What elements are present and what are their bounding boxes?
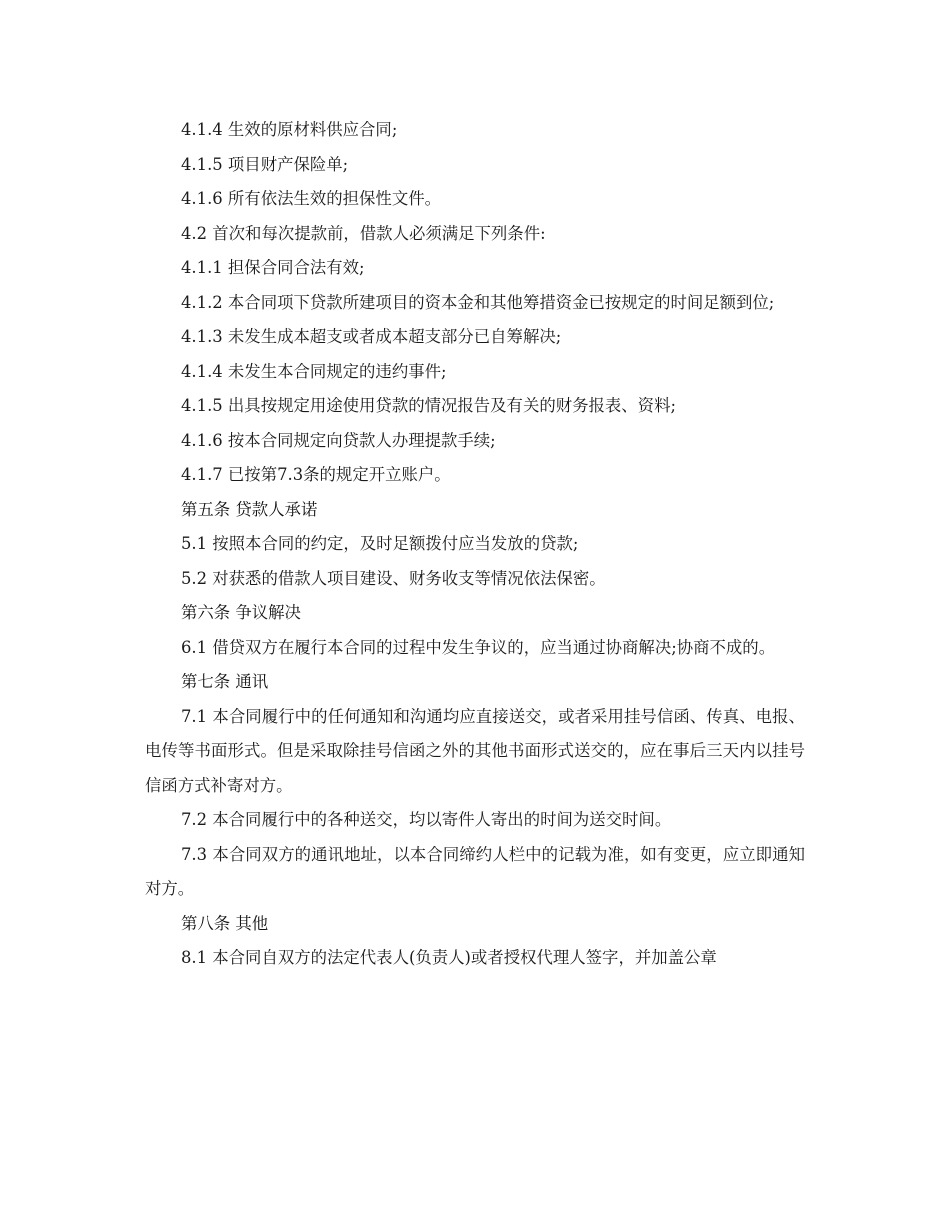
paragraph-4-1-6-b: 4.1.6 按本合同规定向贷款人办理提款手续; <box>181 430 496 450</box>
paragraph-4-1-3: 4.1.3 未发生成本超支或者成本超支部分已自筹解决; <box>181 327 562 346</box>
paragraph-5-1: 5.1 按照本合同的约定，及时足额拨付应当发放的贷款; <box>181 534 579 553</box>
paragraph-8-1: 8.1 本合同自双方的法定代表人(负责人)或者授权代理人签字，并加盖公章 <box>181 948 717 967</box>
article-6-heading: 第六条 争议解决 <box>181 603 301 622</box>
paragraph-4-1-2: 4.1.2 本合同项下贷款所建项目的资本金和其他筹措资金已按规定的时间足额到位; <box>181 292 775 312</box>
paragraph-4-1-7: 4.1.7 已按第7.3条的规定开立账户。 <box>181 465 451 484</box>
document-page <box>145 113 805 976</box>
paragraph-4-1-5-b: 4.1.5 出具按规定用途使用贷款的情况报告及有关的财务报表、资料; <box>181 396 676 415</box>
paragraph-7-2: 7.2 本合同履行中的各种送交，均以寄件人寄出的时间为送交时间。 <box>181 810 672 829</box>
paragraph-4-1-6-a: 4.1.6 所有依法生效的担保性文件。 <box>181 189 441 208</box>
paragraph-4-1-1: 4.1.1 担保合同合法有效; <box>181 258 365 277</box>
paragraph-6-1: 6.1 借贷双方在履行本合同的过程中发生争议的，应当通过协商解决;协商不成的。 <box>181 637 776 657</box>
paragraph-7-1: 7.1 本合同履行中的任何通知和沟通均应直接送交，或者采用挂号信函、传真、电报、电传等书面形式。但是采取除挂号信函之外的其他书面形式送交的，应在事后三天内以挂号信函方式补寄对方。 <box>145 706 805 795</box>
paragraph-4-1-4-a: 4.1.4 生效的原材料供应合同; <box>181 120 398 139</box>
paragraph-5-2: 5.2 对获悉的借款人项目建设、财务收支等情况依法保密。 <box>181 568 606 588</box>
paragraph-4-2: 4.2 首次和每次提款前，借款人必须满足下列条件: <box>181 223 546 243</box>
article-8-heading: 第八条 其他 <box>181 913 269 933</box>
paragraph-4-1-5-a: 4.1.5 项目财产保险单; <box>181 154 349 174</box>
paragraph-4-1-4-b: 4.1.4 未发生本合同规定的违约事件; <box>181 361 447 381</box>
article-7-heading: 第七条 通讯 <box>181 672 269 691</box>
article-5-heading: 第五条 贷款人承诺 <box>181 499 318 519</box>
paragraph-7-3: 7.3 本合同双方的通讯地址，以本合同缔约人栏中的记载为准，如有变更，应立即通知对方。 <box>145 844 805 898</box>
